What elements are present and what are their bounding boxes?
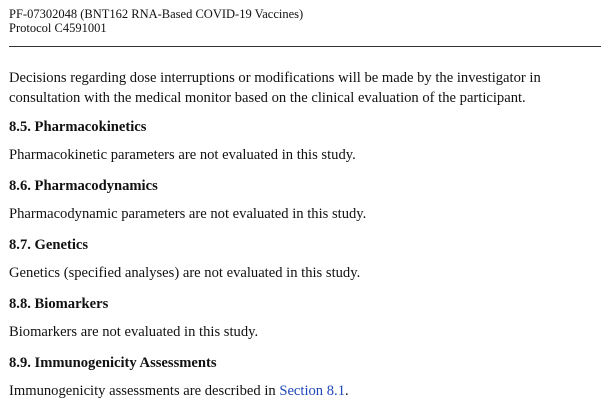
section-body: Pharmacokinetic parameters are not evaluated in this study. — [9, 147, 356, 163]
section-pharmacodynamics — [9, 177, 599, 223]
section-heading: 8.6. Pharmacodynamics — [9, 178, 158, 194]
section-heading: 8.5. Pharmacokinetics — [9, 119, 147, 135]
document-header — [9, 7, 303, 35]
section-heading: 8.9. Immunogenicity Assessments — [9, 355, 217, 371]
intro-paragraph: Decisions regarding dose interruptions or modifications will be made by the investigator in consultation with the medical monitor based on the clinical evaluation of the participant. — [9, 70, 541, 106]
section-heading: 8.8. Biomarkers — [9, 296, 109, 312]
protocol-number: Protocol C4591001 — [9, 21, 107, 35]
section-biomarkers — [9, 295, 599, 341]
section-immunogenicity — [9, 354, 599, 400]
section-body-suffix: . — [345, 383, 349, 399]
section-8-1-link[interactable]: Section 8.1 — [279, 383, 345, 399]
section-genetics — [9, 236, 599, 282]
document-title: PF-07302048 (BNT162 RNA-Based COVID-19 Vaccines) — [9, 7, 304, 21]
section-heading: 8.7. Genetics — [9, 237, 89, 253]
section-body: Biomarkers are not evaluated in this study. — [9, 324, 259, 340]
header-divider — [9, 46, 601, 47]
section-body — [9, 382, 599, 400]
section-pharmacokinetics — [9, 118, 599, 164]
section-body: Genetics (specified analyses) are not evaluated in this study. — [9, 265, 361, 281]
section-body-prefix: Immunogenicity assessments are described in — [9, 383, 280, 399]
section-body: Pharmacodynamic parameters are not evaluated in this study. — [9, 206, 367, 222]
